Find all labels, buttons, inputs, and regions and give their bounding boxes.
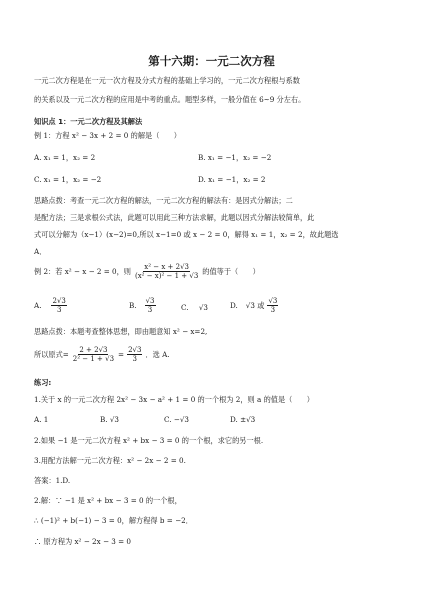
question1: 1.关于 x 的一元二次方程 2x² − 3x − a² + 1 = 0 的一个根为 2，则 a 的值是（ ） [34,395,314,404]
example1-option-c: C. x₁ = 1，x₂ = −2 [34,175,102,184]
option-c-value: √3 [198,303,208,312]
question1-option-c: C. −√3 [164,415,189,424]
answer2-line-3: ∴ 原方程为 x² − 2x − 3 = 0 [34,537,131,546]
option-b-fraction [145,297,156,314]
intro-line-2: 的关系以及一元二次方程的应用是中考的重点。题型多样，一般分值在 6~9 分左右。 [34,95,306,104]
option-a-numerator: 2√3 [52,297,66,305]
example1-option-d: D. x₁ = −1，x₂ = 2 [198,175,266,184]
question3: 3.用配方法解一元二次方程：x² − 2x − 2 = 0. [34,456,186,465]
example2-fraction [134,263,199,280]
example1-stem: 例 1：方程 x² − 3x + 2 = 0 的解是（ ） [34,131,181,140]
solution2-equals: = [118,350,125,359]
solution2-prefix: 所以原式= [34,350,69,359]
option-b-label: B. [129,301,137,310]
example2-stem [34,263,260,280]
solution2-denominator-2: 3 [132,355,137,363]
option-d-label: D. [230,301,238,310]
solution2-numerator-2: 2√3 [128,346,142,354]
question1-option-b: B. √3 [100,415,120,424]
example2-prefix: 例 2：若 x² − x − 2 = 0，则 [34,267,131,276]
example1-option-a: A. x₁ = 1，x₂ = 2 [34,153,96,162]
analysis1-line-4: A． [34,247,47,256]
option-a-denominator: 3 [56,306,62,314]
example2-fraction-numerator: x² − x + 2√3 [144,263,189,271]
analysis1-line-1: 思路点拨：考查一元二次方程的解法，一元二次方程的解法有：是因式分解法；二 [34,196,293,205]
example2-suffix: 的值等于（ ） [202,267,260,276]
analysis2-line: 思路点拨：本题考查整体思想，即由题意知 x² − x=2, [34,327,208,336]
example2-fraction-denominator: (x² − x)² − 1 + √3 [135,272,199,280]
option-d-fraction [267,297,278,314]
option-b-denominator: 3 [147,306,153,314]
example1-option-b: B. x₁ = −1，x₂ = −2 [198,153,272,162]
analysis1-line-2: 是配方法；三是求根公式法，此题可以用此三种方法求解，此题以因式分解法较简单，此 [34,213,315,222]
example2-option-a [34,297,67,314]
question2: 2.如果 −1 是一元二次方程 x² + bx − 3 = 0 的一个根，求它的另一根. [34,436,264,445]
solution2-suffix: ．选 A. [145,350,170,359]
intro-line-1: 一元二次方程是在一元一次方程及分式方程的基础上学习的，一元二次方程根与系数 [34,76,300,85]
page-title: 第十六期：一元二次方程 [148,54,275,68]
answer2-line-2: ∴ (−1)² + b(−1) − 3 = 0，解方程得 b = −2． [34,516,193,525]
answers-line: 答案：1.D. [34,476,71,485]
knowledge-point-title: 知识点 1：一元二次方程及其解法 [34,117,143,126]
solution2-line [34,346,170,363]
option-d-numerator: √3 [268,297,278,305]
solution2-fraction-1 [72,346,115,363]
option-c-label: C. [181,303,189,312]
solution2-fraction-2 [127,346,142,363]
question1-option-d: D. ±√3 [230,415,256,424]
solution2-numerator-1: 2 + 2√3 [79,346,108,354]
answer2-line-1: 2.解：∵ −1 是 x² + bx − 3 = 0 的一个根， [34,496,182,505]
solution2-denominator-1: 2² − 1 + √3 [72,355,115,363]
analysis1-line-3: 式可以分解为（x−1）(x−2)=0,所以 x−1=0 或 x − 2 = 0，解得 x₁ = 1，x₂ = 2，故此题选 [34,230,339,239]
option-d-prefix: √3 或 [245,300,265,310]
option-a-fraction [51,297,66,314]
option-b-numerator: √3 [145,297,155,305]
practice-title: 练习: [34,378,52,387]
question1-option-a: A. 1 [34,415,49,424]
option-a-label: A. [34,301,42,310]
example2-option-b [129,297,156,314]
option-d-denominator: 3 [270,306,276,314]
example2-option-d [230,297,278,314]
example2-option-c [181,303,208,312]
